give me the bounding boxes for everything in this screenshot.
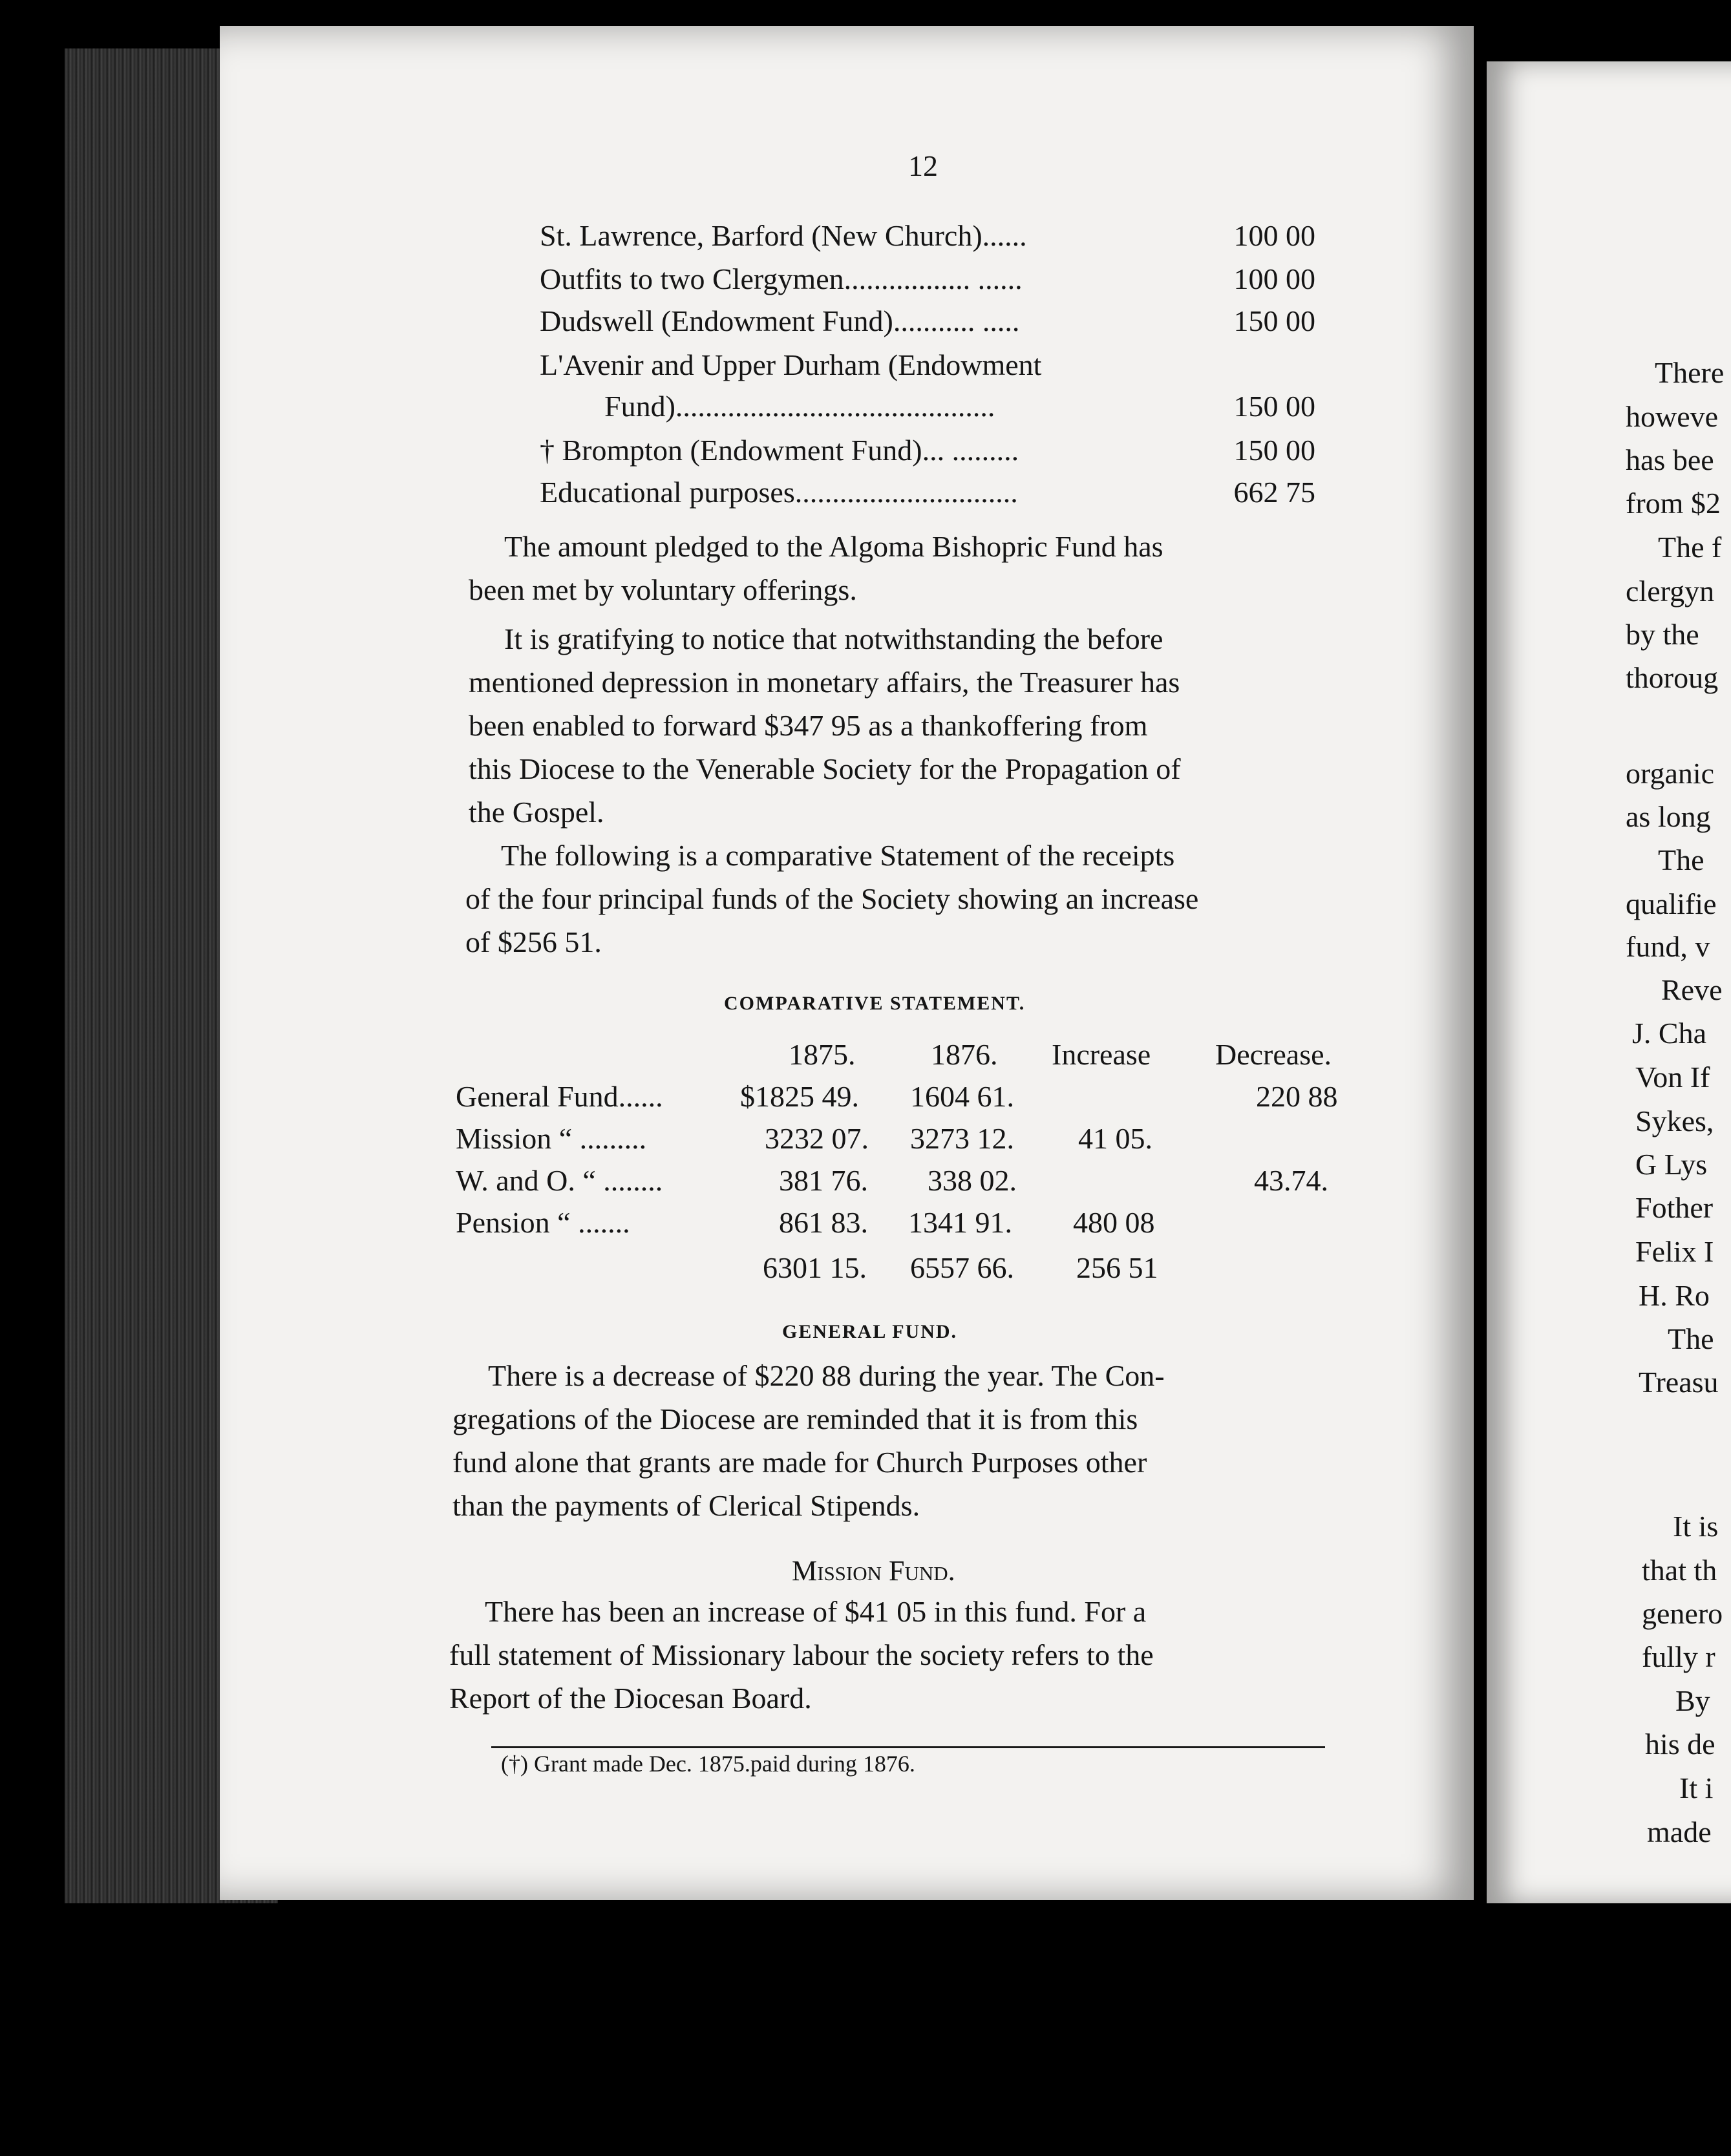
paragraph-algoma bbox=[469, 525, 1370, 611]
row-label: Pension “ ....... bbox=[456, 1206, 630, 1239]
text-line: It is gratifying to notice that notwithstanding the before bbox=[504, 622, 1163, 655]
footnote: (†) Grant made Dec. 1875.paid during 1876. bbox=[501, 1751, 915, 1777]
fragment-line: from $2 bbox=[1626, 487, 1721, 520]
text-line: than the payments of Clerical Stipends. bbox=[452, 1489, 920, 1522]
ledger-item: Fund)........................................... bbox=[604, 390, 995, 423]
fragment-line: The bbox=[1658, 843, 1704, 876]
fragment-line: The bbox=[1668, 1322, 1714, 1355]
fragment-line: by the bbox=[1626, 618, 1699, 651]
text-line: been met by voluntary offerings. bbox=[469, 573, 857, 606]
fragment-line: Reve bbox=[1661, 973, 1723, 1006]
fragment-line: fund, v bbox=[1626, 930, 1710, 963]
fragment-line: as long bbox=[1626, 800, 1711, 833]
fragment-line: Treasu bbox=[1639, 1366, 1719, 1399]
comparative-table bbox=[456, 1037, 1361, 1296]
ledger-item: † Brompton (Endowment Fund)... ......... bbox=[540, 434, 1019, 467]
fragment-line: Felix I bbox=[1635, 1235, 1714, 1268]
comparative-heading: COMPARATIVE STATEMENT. bbox=[724, 993, 1026, 1014]
cell-1876: 1341 91. bbox=[908, 1206, 1012, 1239]
ledger-amount: 150 00 bbox=[1233, 434, 1315, 467]
column-header: Increase bbox=[1052, 1038, 1151, 1071]
fragment-line: fully r bbox=[1642, 1640, 1715, 1673]
fragment-line: that th bbox=[1642, 1554, 1717, 1587]
ledger-row bbox=[540, 389, 1315, 428]
ledger-row bbox=[540, 262, 1315, 301]
fragment-line: clergyn bbox=[1626, 575, 1715, 608]
ledger-item: L'Avenir and Upper Durham (Endowment bbox=[540, 348, 1042, 381]
paragraph-mission-fund bbox=[449, 1590, 1351, 1720]
text-line: of $256 51. bbox=[465, 925, 602, 958]
fragment-line: G Lys bbox=[1635, 1148, 1708, 1181]
total-1876: 6557 66. bbox=[910, 1251, 1014, 1284]
column-header: 1875. bbox=[789, 1038, 856, 1071]
mission-fund-heading: Mission Fund. bbox=[792, 1555, 955, 1587]
fragment-line: thoroug bbox=[1626, 661, 1719, 694]
cell-1875: 861 83. bbox=[779, 1206, 868, 1239]
row-label: Mission “ ......... bbox=[456, 1122, 647, 1155]
fragment-line: genero bbox=[1642, 1597, 1723, 1630]
text-line: gregations of the Diocese are reminded that it is from this bbox=[452, 1402, 1138, 1435]
ledger-item: St. Lawrence, Barford (New Church)...... bbox=[540, 219, 1027, 252]
total-increase: 256 51 bbox=[1076, 1251, 1158, 1284]
paragraph-gratifying bbox=[469, 617, 1370, 834]
fragment-line: Fother bbox=[1635, 1191, 1714, 1224]
fragment-line: There bbox=[1655, 356, 1725, 389]
text-line: the Gospel. bbox=[469, 796, 604, 829]
fragment-line: Sykes, bbox=[1635, 1104, 1714, 1137]
text-line: There is a decrease of $220 88 during the year. The Con- bbox=[488, 1359, 1165, 1392]
fragment-line: J. Cha bbox=[1632, 1017, 1706, 1050]
ledger-row bbox=[540, 218, 1315, 257]
cell-increase: 41 05. bbox=[1078, 1122, 1152, 1155]
text-line: been enabled to forward $347 95 as a thankoffering from bbox=[469, 709, 1148, 742]
general-fund-heading: GENERAL FUND. bbox=[782, 1321, 958, 1342]
ledger-amount: 150 00 bbox=[1233, 304, 1315, 337]
fragment-line: It is bbox=[1673, 1510, 1719, 1543]
ledger-row bbox=[540, 348, 1315, 386]
cell-1876: 1604 61. bbox=[910, 1080, 1014, 1113]
text-line: fund alone that grants are made for Church Purposes other bbox=[452, 1446, 1147, 1479]
cell-1875: 3232 07. bbox=[765, 1122, 869, 1155]
fragment-line: It i bbox=[1679, 1771, 1714, 1804]
row-label: General Fund...... bbox=[456, 1080, 663, 1113]
ledger-row bbox=[540, 433, 1315, 472]
text-line: The amount pledged to the Algoma Bishopric Fund has bbox=[504, 530, 1163, 563]
fragment-line: By bbox=[1675, 1684, 1710, 1717]
ledger-item: Dudswell (Endowment Fund)........... ..... bbox=[540, 304, 1020, 337]
text-line: There has been an increase of $41 05 in this fund. For a bbox=[485, 1595, 1147, 1628]
text-line: this Diocese to the Venerable Society for the Propagation of bbox=[469, 752, 1181, 785]
ledger-amount: 150 00 bbox=[1233, 390, 1315, 423]
fragment-line: Von If bbox=[1635, 1061, 1710, 1094]
fragment-line: has bee bbox=[1626, 443, 1714, 476]
ledger-item: Educational purposes.............................. bbox=[540, 476, 1018, 509]
cell-1875: $1825 49. bbox=[740, 1080, 859, 1113]
text-line: full statement of Missionary labour the society refers to the bbox=[449, 1638, 1154, 1671]
paragraph-comparative-intro bbox=[465, 834, 1367, 964]
page-number: 12 bbox=[908, 149, 938, 182]
column-header: Decrease. bbox=[1215, 1038, 1332, 1071]
text-line: Report of the Diocesan Board. bbox=[449, 1682, 812, 1715]
cell-1876: 338 02. bbox=[928, 1164, 1017, 1197]
fragment-line: qualifie bbox=[1626, 887, 1717, 920]
paragraph-general-fund bbox=[452, 1354, 1354, 1527]
fragment-line: organic bbox=[1626, 757, 1715, 790]
cell-1875: 381 76. bbox=[779, 1164, 868, 1197]
column-header: 1876. bbox=[931, 1038, 998, 1071]
cell-decrease: 220 88 bbox=[1256, 1080, 1338, 1113]
ledger-row bbox=[540, 304, 1315, 343]
row-label: W. and O. “ ........ bbox=[456, 1164, 663, 1197]
text-line: The following is a comparative Statement of the receipts bbox=[501, 839, 1175, 872]
cell-increase: 480 08 bbox=[1073, 1206, 1155, 1239]
ledger-amount: 100 00 bbox=[1233, 219, 1315, 252]
cell-decrease: 43.74. bbox=[1254, 1164, 1328, 1197]
ledger-amount: 100 00 bbox=[1233, 262, 1315, 295]
fragment-line: The f bbox=[1658, 531, 1722, 564]
ledger-row bbox=[540, 475, 1315, 514]
fragment-line: made bbox=[1647, 1815, 1712, 1848]
text-line: mentioned depression in monetary affairs, the Treasurer has bbox=[469, 666, 1180, 699]
footnote-rule bbox=[491, 1746, 1325, 1748]
cell-1876: 3273 12. bbox=[910, 1122, 1014, 1155]
text-line: of the four principal funds of the Society showing an increase bbox=[465, 882, 1199, 915]
fragment-line: howeve bbox=[1626, 400, 1719, 433]
ledger-amount: 662 75 bbox=[1233, 476, 1315, 509]
fragment-line: his de bbox=[1645, 1728, 1715, 1760]
ledger-item: Outfits to two Clergymen................. ...... bbox=[540, 262, 1023, 295]
total-1875: 6301 15. bbox=[763, 1251, 867, 1284]
fragment-line: H. Ro bbox=[1639, 1279, 1710, 1312]
